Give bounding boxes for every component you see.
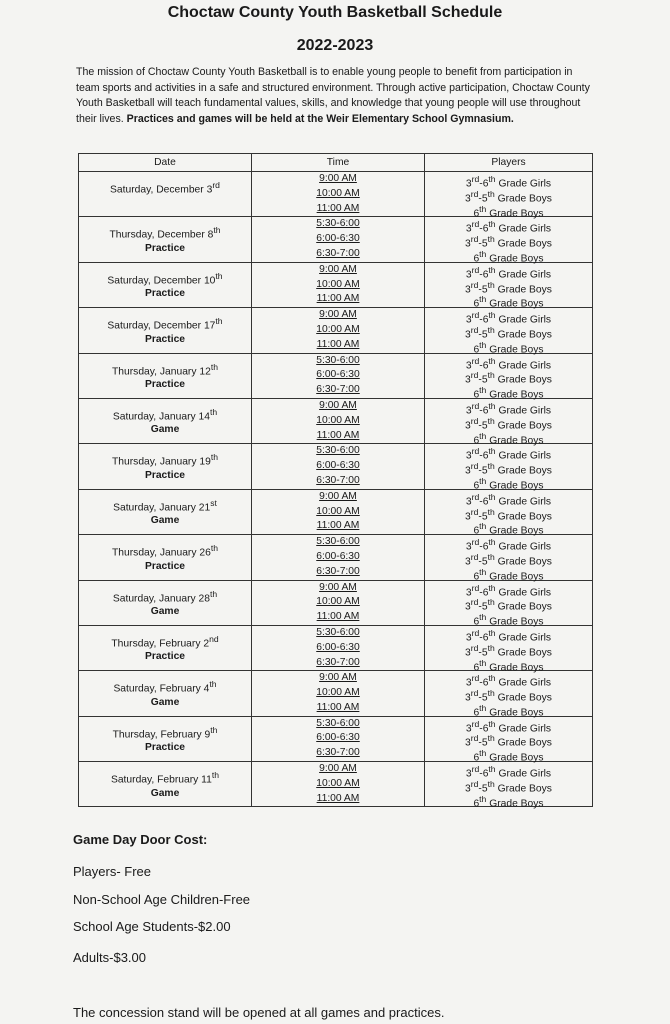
- time-cell: [252, 353, 425, 398]
- time-slot: 9:00 AM: [319, 763, 357, 775]
- player-group: 3rd-6th Grade Girls: [465, 491, 552, 508]
- event-date: Thursday, February 2nd: [111, 633, 219, 650]
- time-cell: [252, 172, 425, 217]
- time-cell: [252, 217, 425, 262]
- fee-non-school-children: Non-School Age Children-Free: [73, 892, 251, 907]
- player-group: 3rd-5th Grade Boys: [465, 461, 552, 477]
- player-group: 3rd-5th Grade Boys: [465, 597, 552, 613]
- event-date: Saturday, December 10th: [107, 270, 223, 287]
- event-date: Saturday, December 3rd: [110, 180, 220, 196]
- time-cell: [252, 762, 425, 807]
- fee-players: Players- Free: [73, 864, 152, 879]
- time-slot: 11:00 AM: [316, 338, 360, 350]
- players-cell: [425, 217, 593, 265]
- date-cell: [79, 398, 252, 443]
- event-date: Saturday, January 21st: [113, 497, 217, 514]
- time-slot: 5:30-6:00: [316, 218, 360, 230]
- time-column-header: Time: [252, 154, 425, 172]
- player-group: 6th Grade Boys: [473, 294, 544, 310]
- players-cell: [425, 580, 593, 628]
- date-cell: [79, 262, 252, 307]
- player-group: 3rd-6th Grade Girls: [465, 446, 552, 462]
- time-slot: 10:00 AM: [316, 596, 360, 608]
- player-group: 3rd-5th Grade Boys: [465, 324, 552, 341]
- player-group: 3rd-6th Grade Girls: [465, 582, 552, 598]
- time-slot: 10:00 AM: [316, 687, 360, 699]
- player-group: 3rd-6th Grade Girls: [465, 264, 552, 281]
- event-type: Practice: [144, 651, 186, 663]
- time-slot: 9:00 AM: [319, 263, 357, 275]
- date-cell: [79, 625, 252, 670]
- players-cell: [425, 172, 593, 220]
- time-slot: 10:00 AM: [316, 278, 360, 290]
- player-group: 6th Grade Boys: [473, 475, 544, 492]
- table-header-row: [79, 154, 593, 172]
- time-cell: [252, 535, 425, 580]
- player-group: 3rd-6th Grade Girls: [465, 355, 552, 371]
- event-date: Thursday, January 26th: [112, 543, 218, 559]
- date-cell: [79, 535, 252, 580]
- table-row: [79, 217, 593, 262]
- table-row: [79, 489, 593, 534]
- time-slot: 6:30-7:00: [316, 656, 360, 668]
- schedule-table: [78, 153, 593, 810]
- time-slot: 10:00 AM: [316, 323, 360, 335]
- player-group: 3rd-6th Grade Girls: [465, 400, 552, 417]
- time-slot: 6:30-7:00: [316, 565, 360, 577]
- table-row: [79, 762, 593, 807]
- player-group: 3rd-5th Grade Boys: [465, 778, 552, 795]
- table-row: [79, 398, 593, 443]
- table-row: [79, 716, 593, 761]
- season-label: 2022-2023: [296, 37, 374, 54]
- time-slot: 9:00 AM: [319, 672, 357, 684]
- event-type: Practice: [144, 560, 186, 572]
- players-cell: [425, 489, 593, 537]
- player-group: 3rd-6th Grade Girls: [465, 310, 552, 326]
- event-type: Game: [150, 424, 180, 436]
- time-slot: 6:30-7:00: [316, 384, 360, 396]
- players-cell: [425, 262, 593, 310]
- time-cell: [252, 625, 425, 670]
- player-group: 3rd-6th Grade Girls: [465, 673, 552, 689]
- players-cell: [425, 398, 593, 446]
- time-slot: 5:30-6:00: [316, 717, 360, 729]
- players-column-header: Players: [425, 154, 593, 172]
- date-cell: [79, 671, 252, 716]
- time-slot: 11:00 AM: [316, 293, 360, 305]
- player-group: 3rd-5th Grade Boys: [465, 234, 552, 250]
- table-row: [79, 172, 593, 217]
- schedule-body: [79, 172, 593, 810]
- player-group: 3rd-5th Grade Boys: [465, 733, 552, 749]
- players-cell: [425, 716, 593, 764]
- player-group: 3rd-6th Grade Girls: [465, 627, 552, 644]
- concession-note: The concession stand will be opened at all games and practices.: [73, 1005, 445, 1020]
- event-type: Practice: [144, 242, 186, 254]
- date-cell: [79, 716, 252, 761]
- time-slot: 6:00-6:30: [316, 732, 360, 744]
- time-cell: [252, 398, 425, 443]
- time-slot: 11:00 AM: [316, 202, 360, 214]
- time-cell: [252, 671, 425, 716]
- time-slot: 6:30-7:00: [316, 247, 360, 259]
- event-date: Thursday, February 9th: [112, 724, 218, 741]
- event-type: Game: [150, 696, 180, 708]
- time-slot: 9:00 AM: [319, 309, 357, 321]
- date-cell: [79, 353, 252, 398]
- date-column-header: Date: [79, 154, 252, 172]
- time-cell: [252, 580, 425, 625]
- player-group: 3rd-6th Grade Girls: [465, 718, 552, 735]
- event-date: Saturday, January 14th: [112, 406, 218, 423]
- date-cell: [79, 217, 252, 262]
- time-slot: 5:30-6:00: [316, 354, 360, 366]
- player-group: 6th Grade Boys: [473, 566, 544, 583]
- time-slot: 6:30-7:00: [316, 474, 360, 486]
- event-type: Practice: [144, 333, 186, 345]
- time-slot: 6:00-6:30: [316, 460, 360, 472]
- time-cell: [252, 489, 425, 534]
- event-type: Practice: [144, 742, 186, 754]
- event-date: Thursday, January 19th: [112, 452, 218, 468]
- time-slot: 10:00 AM: [316, 505, 360, 517]
- player-group: 3rd-5th Grade Boys: [465, 506, 552, 522]
- player-group: 6th Grade Boys: [473, 430, 544, 446]
- player-group: 3rd-5th Grade Boys: [465, 551, 552, 568]
- player-group: 6th Grade Boys: [473, 203, 544, 220]
- player-group: 3rd-5th Grade Boys: [465, 370, 552, 386]
- time-cell: [252, 444, 425, 489]
- table-row: [79, 671, 593, 716]
- time-slot: 9:00 AM: [319, 581, 357, 593]
- players-cell: [425, 625, 593, 673]
- player-group: 6th Grade Boys: [473, 248, 544, 265]
- player-group: 3rd-6th Grade Girls: [465, 219, 552, 235]
- player-group: 3rd-5th Grade Boys: [465, 642, 552, 659]
- time-slot: 11:00 AM: [316, 611, 360, 623]
- players-cell: [425, 671, 593, 719]
- event-date: Saturday, February 4th: [113, 679, 217, 695]
- time-cell: [252, 262, 425, 307]
- player-group: 3rd-6th Grade Girls: [465, 174, 552, 190]
- player-group: 3rd-6th Grade Girls: [465, 537, 552, 553]
- player-group: 6th Grade Boys: [473, 748, 544, 764]
- event-date: Saturday, February 11th: [110, 770, 220, 786]
- players-cell: [425, 353, 593, 401]
- player-group: 6th Grade Boys: [473, 793, 544, 810]
- time-slot: 6:00-6:30: [316, 233, 360, 245]
- player-group: 3rd-6th Grade Girls: [465, 764, 552, 780]
- event-type: Game: [150, 787, 180, 799]
- table-row: [79, 308, 593, 353]
- player-group: 6th Grade Boys: [473, 702, 544, 719]
- time-slot: 10:00 AM: [316, 187, 360, 199]
- event-type: Game: [150, 605, 180, 617]
- time-slot: 6:30-7:00: [316, 747, 360, 759]
- time-slot: 10:00 AM: [316, 414, 360, 426]
- player-group: 3rd-5th Grade Boys: [465, 279, 552, 295]
- mission-statement: [76, 65, 596, 128]
- time-slot: 6:00-6:30: [316, 369, 360, 381]
- time-slot: 10:00 AM: [316, 777, 360, 789]
- date-cell: [79, 444, 252, 489]
- table-row: [79, 262, 593, 307]
- event-type: Game: [150, 515, 180, 527]
- time-slot: 5:30-6:00: [316, 536, 360, 548]
- table-row: [79, 535, 593, 580]
- event-date: Thursday, December 8th: [109, 225, 221, 241]
- time-slot: 11:00 AM: [316, 701, 360, 713]
- player-group: 6th Grade Boys: [473, 521, 544, 537]
- page-title: Choctaw County Youth Basketball Schedule: [167, 4, 503, 21]
- event-type: Practice: [144, 378, 186, 390]
- player-group: 6th Grade Boys: [473, 339, 544, 356]
- fee-adults: Adults-$3.00: [73, 950, 146, 965]
- time-slot: 9:00 AM: [319, 399, 357, 411]
- time-cell: [252, 716, 425, 761]
- event-date: Saturday, January 28th: [112, 588, 218, 604]
- fee-school-students: School Age Students-$2.00: [73, 919, 231, 934]
- event-type: Practice: [144, 469, 186, 481]
- player-group: 6th Grade Boys: [473, 385, 544, 401]
- table-row: [79, 444, 593, 489]
- time-slot: 9:00 AM: [319, 490, 357, 502]
- door-cost-heading: Game Day Door Cost:: [73, 832, 208, 847]
- players-cell: [425, 535, 593, 583]
- mission-location: Practices and games will be held at the Weir Elementary School Gymnasium.: [126, 113, 514, 126]
- player-group: 3rd-5th Grade Boys: [465, 688, 552, 704]
- table-row: [79, 625, 593, 670]
- event-date: Saturday, December 17th: [107, 316, 223, 332]
- mission-text: The mission of Choctaw County Youth Basketball is to enable young people to benefit from participation in team sports and activities in a safe and structured environment. Through active participation, Choctaw County Youth Basketball will teach fundamental values, skills, and knowledge that young people will use throughout their lives.: [76, 66, 590, 126]
- players-cell: [425, 308, 593, 356]
- time-slot: 5:30-6:00: [316, 445, 360, 457]
- player-group: 6th Grade Boys: [473, 657, 544, 673]
- event-type: Practice: [144, 288, 186, 300]
- time-slot: 11:00 AM: [316, 520, 360, 532]
- event-date: Thursday, January 12th: [112, 361, 218, 377]
- player-group: 6th Grade Boys: [473, 612, 544, 628]
- time-slot: 5:30-6:00: [316, 626, 360, 638]
- time-slot: 11:00 AM: [316, 429, 360, 441]
- table-row: [79, 353, 593, 398]
- time-slot: 9:00 AM: [319, 173, 357, 184]
- time-slot: 6:00-6:30: [316, 641, 360, 653]
- players-cell: [425, 444, 593, 492]
- player-group: 3rd-5th Grade Boys: [465, 188, 552, 205]
- date-cell: [79, 762, 252, 807]
- player-group: 3rd-5th Grade Boys: [465, 415, 552, 432]
- time-slot: 6:00-6:30: [316, 550, 360, 562]
- date-cell: [79, 308, 252, 353]
- time-slot: 11:00 AM: [316, 792, 360, 804]
- time-cell: [252, 308, 425, 353]
- table-row: [79, 580, 593, 625]
- date-cell: [79, 172, 252, 217]
- date-cell: [79, 489, 252, 534]
- players-cell: [425, 762, 593, 810]
- date-cell: [79, 580, 252, 625]
